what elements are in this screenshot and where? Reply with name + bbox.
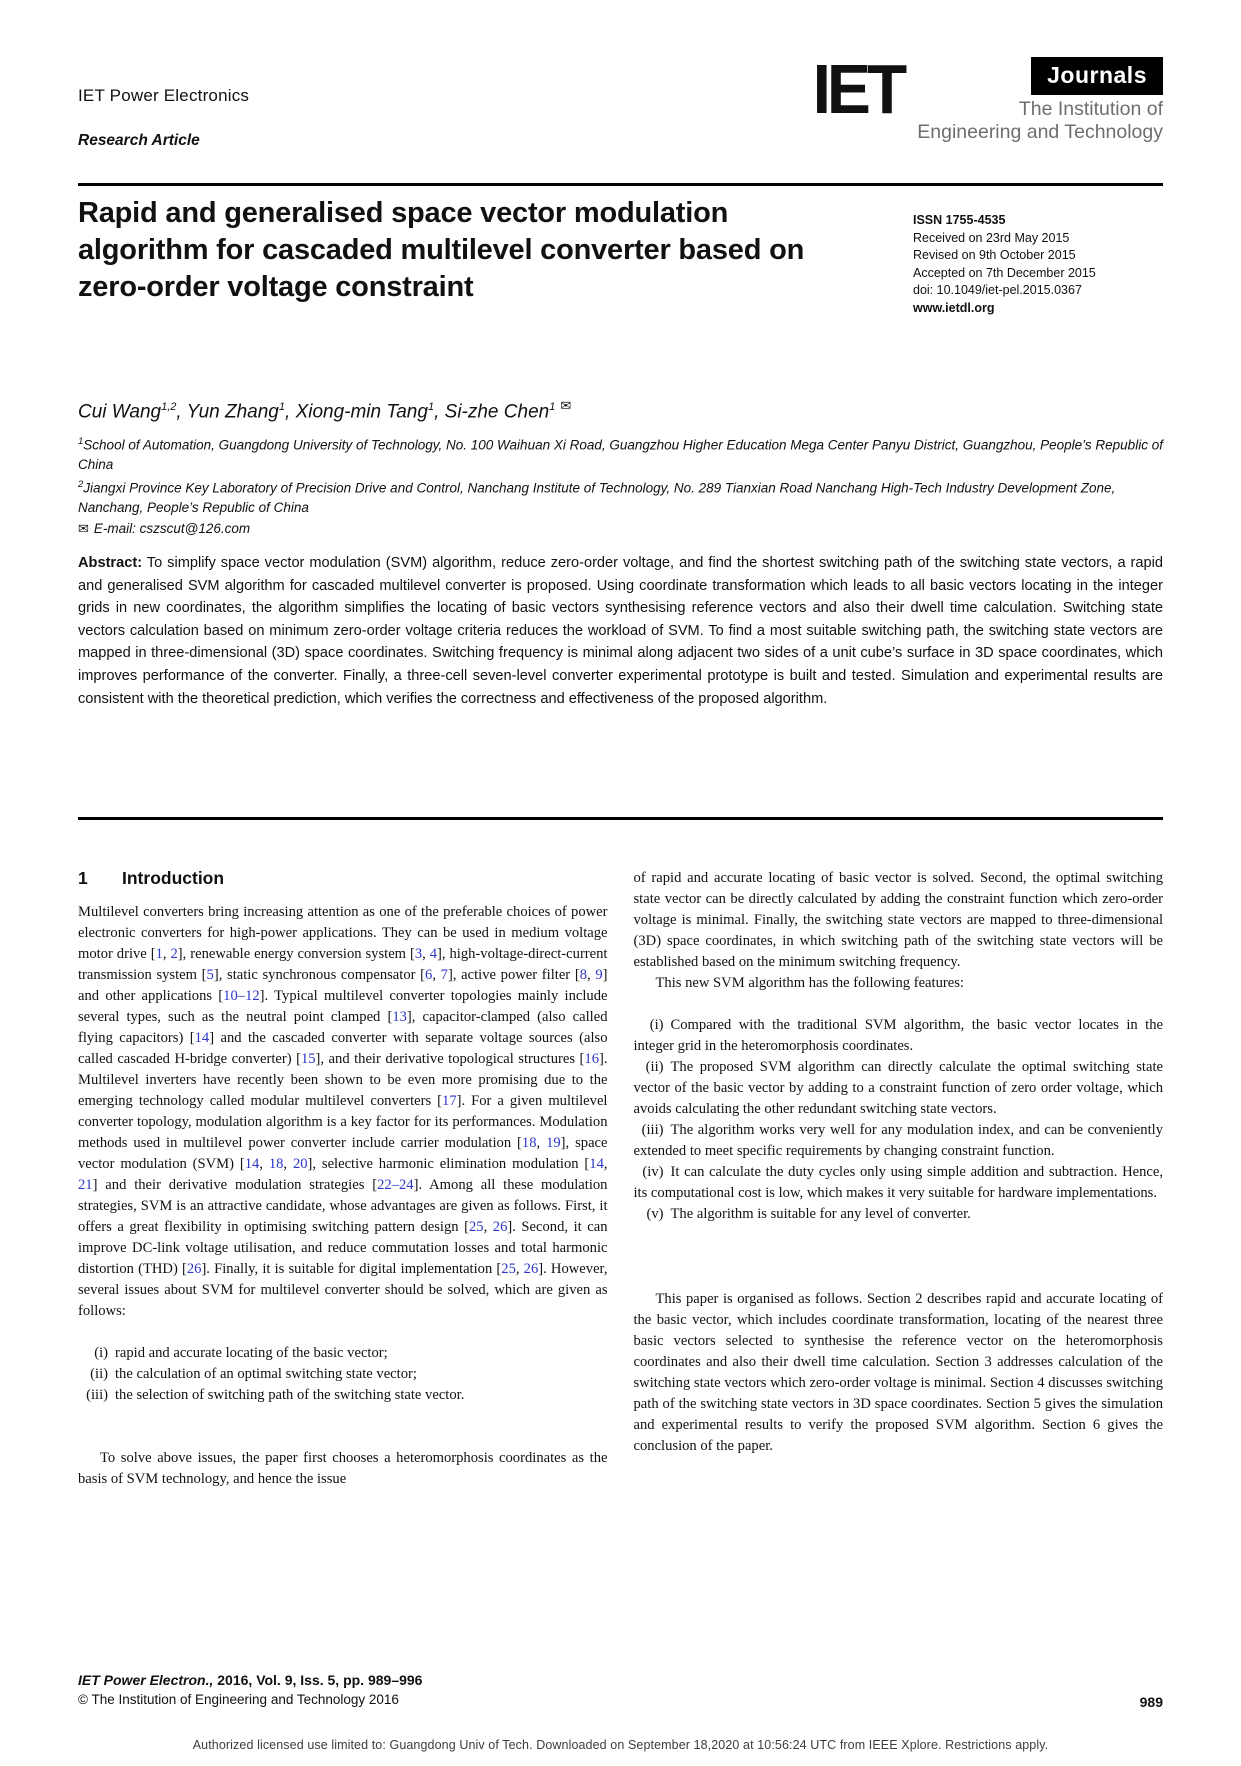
list-item-label: (iii) (641, 1122, 664, 1138)
citation[interactable]: 1 (155, 946, 163, 962)
iet-logo-mark: IET (812, 50, 904, 128)
abstract-text: To simplify space vector modulation (SVM) algorithm, reduce zero-order voltage, and find the shortest switching path of the switching state vectors, a rapid and generalised SVM algorithm for cascaded multilevel converter is proposed. Using coordinate transformation which leads to all basic vectors locating in the integer grids in new coordinates, the algorithm simplifies the locating of basic vectors synthesising reference vectors and also their dwell time calculation. Switching state vectors calculation based on minimum zero-order voltage criteria reduces the workload of SVM. To find a most suitable switching path, the switching state vectors are mapped in three-dimensional (3D) space coordinates. Switching frequency is minimal along adjacent two sides of a unit cube’s surface in 3D space coordinates, which improves performance of the converter. Finally, a three-cell seven-level converter experimental prototype is built and tested. Simulation and experimental results are consistent with the theoretical prediction, which verifies the correctness and effectiveness of the proposed algorithm. (78, 555, 1163, 707)
text-run: ], static synchronous compensator [ (213, 967, 426, 983)
list-item (634, 1015, 1164, 1057)
text-run: Compared with the traditional SVM algorithm, the basic vector locates in the integer grid in the heteromorphosis coordinates. (633, 1017, 1163, 1054)
page-title: Rapid and generalised space vector modulation algorithm for cascaded multilevel converter based on zero-order voltage constraint (78, 197, 805, 303)
list-item (634, 1204, 1164, 1225)
list-item (78, 1364, 608, 1385)
text-run: ], high-voltage-direct-current transmission system [ (78, 946, 608, 983)
citation[interactable]: 14 (589, 1156, 604, 1172)
citation[interactable]: 21 (78, 1177, 93, 1193)
section-heading: 1 Introduction (78, 868, 225, 888)
list-item-label: (ii) (645, 1059, 664, 1075)
text-run: , (603, 1156, 608, 1172)
text-run: The proposed SVM algorithm can directly calculate the optimal switching state vector of the basic vector by adding to a constraint function of zero order voltage, which avoids calculating the other redundant switching state vectors. (633, 1059, 1163, 1117)
institution-name: The Institution of Engineering and Technology (917, 98, 1163, 143)
text-run: ], space vector modulation (SVM) [ (78, 1135, 608, 1172)
doi: doi: 10.1049/iet-pel.2015.0367 (913, 283, 1082, 297)
text-run: , (283, 1156, 293, 1172)
text-run: ] and the cascaded converter with separate voltage sources (also called cascaded H-bridge converter) [ (78, 1030, 608, 1067)
list-item (634, 1057, 1164, 1120)
spacer (634, 1246, 1164, 1289)
citation[interactable]: 25 (501, 1261, 516, 1277)
citation[interactable]: 7 (440, 967, 448, 983)
header-divider (78, 183, 1163, 186)
article-type: Research Article (78, 132, 200, 149)
text-run: , (162, 946, 171, 962)
text-run: , (587, 967, 596, 983)
citation[interactable]: 26 (492, 1219, 508, 1235)
left-column (78, 868, 608, 1490)
list-item-label: (i) (94, 1345, 108, 1361)
revised-date: Revised on 9th October 2015 (913, 248, 1076, 262)
citation[interactable]: 17 (442, 1093, 457, 1109)
paragraph (634, 868, 1164, 973)
accepted-date: Accepted on 7th December 2015 (913, 265, 1096, 280)
text-run: , (259, 1156, 269, 1172)
text-run: To solve above issues, the paper first chooses a heteromorphosis coordinates as the basis of SVM technology, and hence the issue (78, 1450, 608, 1487)
citation[interactable]: 16 (584, 1051, 599, 1067)
citation[interactable]: 6 (425, 967, 433, 983)
text-run: , (536, 1135, 547, 1151)
right-column (634, 868, 1164, 1490)
iet-logo (813, 52, 1163, 144)
text-run: ], capacitor-clamped (also called flying capacitors) [ (78, 1009, 608, 1046)
list-item (634, 1120, 1164, 1162)
citation[interactable]: 19 (546, 1135, 561, 1151)
paragraph (78, 902, 608, 1322)
citation[interactable]: 22–24 (377, 1177, 414, 1193)
website-link[interactable]: www.ietdl.org (913, 300, 995, 315)
citation[interactable]: 9 (595, 967, 603, 983)
text-run: , (483, 1219, 493, 1235)
citation[interactable]: 4 (429, 946, 438, 962)
page-number: 989 (1139, 1694, 1163, 1710)
list-item (78, 1343, 608, 1364)
journal-name: IET Power Electronics (78, 86, 250, 105)
text-run: ], and their derivative topological structures [ (315, 1051, 585, 1067)
text-run: ], renewable energy conversion system [ (177, 946, 415, 962)
citation[interactable]: 5 (206, 967, 214, 983)
received-date: Received on 23rd May 2015 (913, 230, 1070, 245)
text-run: ]. Typical multilevel converter topologies mainly include several types, such as the neutral point clamped [ (78, 988, 608, 1025)
copyright-line: © The Institution of Engineering and Technology 2016 (78, 1692, 399, 1707)
author-name: Yun Zhang (186, 401, 279, 423)
numbered-list (78, 1343, 608, 1406)
text-run: ] and other applications [ (78, 967, 608, 1004)
page-footer (78, 1672, 1163, 1710)
email-address[interactable]: E-mail: cszscut@126.com (93, 521, 251, 536)
envelope-icon: ✉ (560, 398, 572, 413)
text-run: rapid and accurate locating of the basic vector; (115, 1345, 388, 1361)
list-item (634, 1162, 1164, 1204)
text-run: ], selective harmonic elimination modulation [ (307, 1156, 590, 1172)
citation[interactable]: 18 (268, 1156, 284, 1172)
list-item-label: (i) (649, 1017, 664, 1033)
abstract (78, 552, 1163, 710)
text-run: , (515, 1261, 524, 1277)
numbered-list (634, 1015, 1164, 1225)
citation[interactable]: 10–12 (223, 988, 260, 1004)
text-run: ]. For a given multilevel converter topology, modulation algorithm is a key factor for its performances. Modulation methods used in multilevel power converter include carrier modulation [ (78, 1093, 608, 1151)
journals-badge: Journals (1031, 57, 1163, 95)
author-name: Xiong-min Tang (295, 401, 428, 423)
text-run: It can calculate the duty cycles only using simple addition and subtraction. Hence, its computational cost is low, which makes it very suitable for hardware implementations. (633, 1164, 1163, 1201)
affiliations (78, 432, 1163, 539)
abstract-label: Abstract: (78, 555, 143, 571)
text-run: ]. Finally, it is suitable for digital implementation [ (201, 1261, 502, 1277)
text-run: , (422, 946, 430, 962)
citation[interactable]: 3 (414, 946, 423, 962)
article-meta (913, 195, 1163, 317)
author-name: Si-zhe Chen (444, 401, 550, 423)
email-line (78, 519, 1163, 539)
citation[interactable]: 8 (579, 967, 587, 983)
citation[interactable]: 25 (468, 1219, 484, 1235)
text-run: the calculation of an optimal switching state vector; (115, 1366, 417, 1382)
abstract-divider (78, 817, 1163, 820)
issn: ISSN 1755-4535 (913, 213, 1006, 227)
text-run: This paper is organised as follows. Section 2 describes rapid and accurate locating of the basic vector, which includes coordinate transformation, locating of the nearest three basic vectors selected to synthesise the reference vector on the heteromorphosis coordinates and also their dwell time calculation. Section 3 addresses calculation of the switching state vectors which zero-order voltage is minimal. Section 4 discusses switching path of the switching state vectors in 3D space coordinates. Section 5 gives the simulation and experimental results to verify the proposed SVM algorithm. Section 6 gives the conclusion of the paper. (633, 1291, 1163, 1454)
list-item-label: (iii) (86, 1387, 108, 1403)
authors-line: Cui Wang$^{1,2}$, Yun Zhang$^1$, Xiong-min Tang$^1$, Si-zhe Chen$^1$ ✉ (78, 398, 572, 423)
spacer (78, 1427, 608, 1448)
text-run: ]. Among all these modulation strategies, SVM is an attractive candidate, whose advantages are given as follows. First, it offers a great flexibility in optimising switching pattern design [ (78, 1177, 608, 1235)
text-run: The algorithm is suitable for any level of converter. (670, 1206, 971, 1222)
affiliation: $^1$School of Automation, Guangdong University of Technology, No. 100 Waihuan Xi Road, Guangzhou Higher Education Mega Center Panyu District, Guangzhou, People’s Republic of China (78, 436, 1163, 472)
paragraph (634, 1289, 1164, 1457)
license-notice: Authorized licensed use limited to: Guangdong Univ of Tech. Downloaded on September 18,2020 at 10:56:24 UTC from IEEE Xplore. Restrictions apply. (192, 1738, 1049, 1752)
envelope-icon: ✉ (78, 521, 89, 536)
text-run: , (432, 967, 441, 983)
text-run: ] and their derivative modulation strategies [ (92, 1177, 378, 1193)
body-columns (78, 868, 1163, 1490)
citation[interactable]: 13 (392, 1009, 407, 1025)
citation[interactable]: 26 (523, 1261, 539, 1277)
text-run: ]. Second, it can improve DC-link voltage utilisation, and reduce commutation losses and total harmonic distortion (THD) [ (78, 1219, 608, 1277)
list-item-label: (iv) (642, 1164, 664, 1180)
paragraph (634, 973, 1164, 994)
text-run: ]. However, several issues about SVM for multilevel converter should be solved, which are given as follows: (78, 1261, 608, 1319)
paragraph (78, 1448, 608, 1490)
citation[interactable]: 14 (244, 1156, 260, 1172)
text-run: Multilevel converters bring increasing attention as one of the preferable choices of power electronic converters for high-power applications. They can be used in medium voltage motor drive [ (78, 904, 608, 962)
text-run: ]. Multilevel inverters have recently been shown to be even more promising due to the emerging technology called modular multilevel converters [ (78, 1051, 608, 1109)
citation-reference: IET Power Electron., 2016, Vol. 9, Iss. 5, pp. 989–996 (78, 1672, 423, 1688)
citation[interactable]: 14 (194, 1030, 210, 1046)
text-run: The algorithm works very well for any modulation index, and can be conveniently extended to meet specific requirements by changing constraint function. (633, 1122, 1163, 1159)
text-run: ], active power filter [ (447, 967, 580, 983)
author-name: Cui Wang (78, 401, 162, 423)
text-run: This new SVM algorithm has the following features: (655, 975, 964, 991)
list-item-label: (ii) (90, 1366, 108, 1382)
text-run: the selection of switching path of the switching state vector. (115, 1387, 465, 1403)
citation[interactable]: 2 (170, 946, 178, 962)
text-run: of rapid and accurate locating of basic vector is solved. Second, the optimal switching state vector can be directly calculated by adding the constraint function which zero-order voltage is minimal. Finally, the switching state vectors are mapped to three-dimensional (3D) space coordinates, in which switching path of the switching state vectors will be established based on the minimum switching frequency. (633, 870, 1163, 970)
list-item (78, 1385, 608, 1406)
citation[interactable]: 18 (521, 1135, 537, 1151)
affiliation: $^2$Jiangxi Province Key Laboratory of Precision Drive and Control, Nanchang Institute of Technology, No. 289 Tianxian Road Nanchang High-Tech Industry Development Zone, Nanchang, People’s Republic of China (78, 478, 1116, 515)
citation[interactable]: 20 (292, 1156, 308, 1172)
citation[interactable]: 26 (186, 1261, 202, 1277)
citation[interactable]: 15 (300, 1051, 316, 1067)
list-item-label: (v) (646, 1206, 664, 1222)
